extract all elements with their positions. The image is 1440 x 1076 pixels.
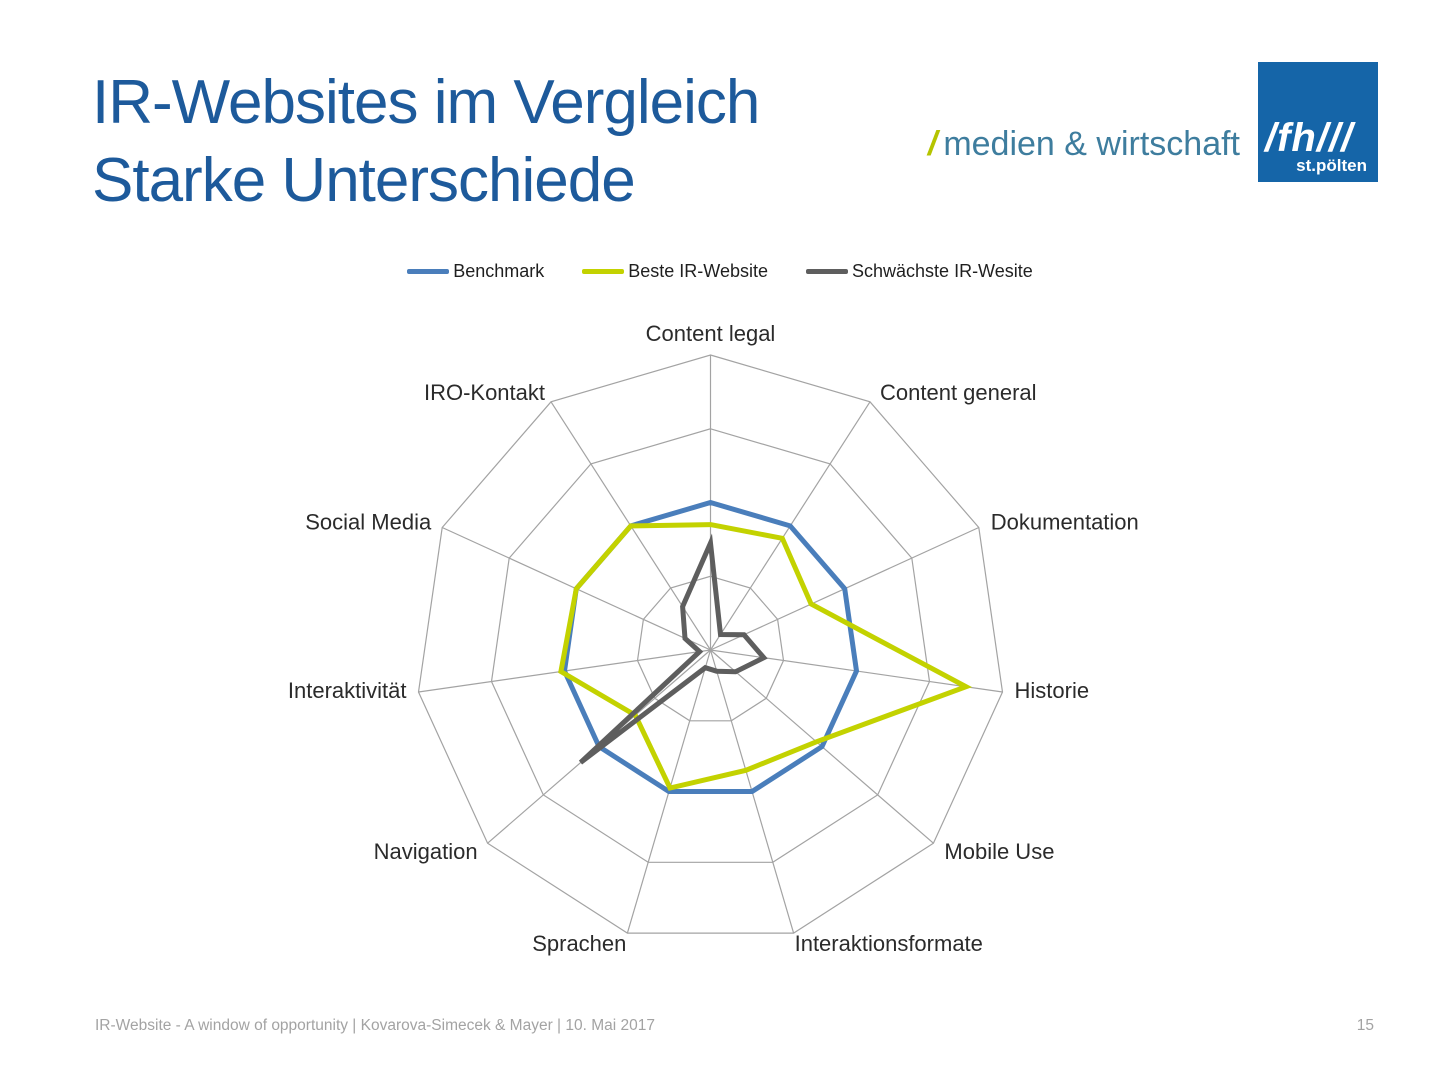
axis-label-4: Mobile Use (944, 839, 1055, 865)
chart-legend (0, 261, 1440, 282)
fh-stpoelten-logo (1258, 62, 1378, 182)
axis-label-1: Content general (880, 379, 1037, 405)
page-title-line2: Starke Unterschiede (92, 146, 635, 215)
legend-label-beste: Beste IR-Website (628, 261, 769, 281)
axis-label-8: Interaktivität (287, 678, 407, 703)
page-title-line1: IR-Websites im Vergleich (92, 68, 760, 137)
fh-logo-city: st.pölten (1296, 156, 1367, 175)
fh-logo-slashes: /fh/// (1265, 116, 1354, 160)
axis-label-9: Social Media (305, 509, 432, 535)
legend-item-benchmark (407, 261, 544, 282)
legend-line-schwaechste (806, 269, 848, 274)
axis-label-0: Content legal (645, 321, 776, 346)
legend-line-benchmark (407, 269, 449, 274)
brand-name: medien & wirtschaft (943, 125, 1240, 163)
axis-label-2: Dokumentation (990, 509, 1139, 535)
page-title (92, 64, 759, 220)
legend-label-schwaechste: Schwächste IR-Wesite (852, 261, 1033, 281)
axis-label-6: Sprachen (532, 931, 627, 957)
legend-line-beste (582, 269, 624, 274)
footer-page-number: 15 (1356, 1017, 1374, 1034)
legend-label-benchmark: Benchmark (453, 261, 545, 281)
slide-footer (95, 1017, 1374, 1035)
legend-item-beste (582, 261, 768, 282)
axis-label-3: Historie (1014, 678, 1090, 703)
brand-slash-icon: / (927, 125, 938, 163)
axis-label-10: IRO-Kontakt (423, 379, 545, 405)
footer-credit: IR-Website - A window of opportunity | Kovarova-Simecek & Mayer | 10. Mai 2017 (95, 1017, 655, 1034)
brand-wordmark (928, 125, 1240, 164)
series-line-2 (581, 543, 764, 762)
axis-label-5: Interaktionsformate (794, 931, 983, 957)
legend-item-schwaechste (806, 261, 1033, 282)
axis-label-7: Navigation (373, 839, 478, 865)
